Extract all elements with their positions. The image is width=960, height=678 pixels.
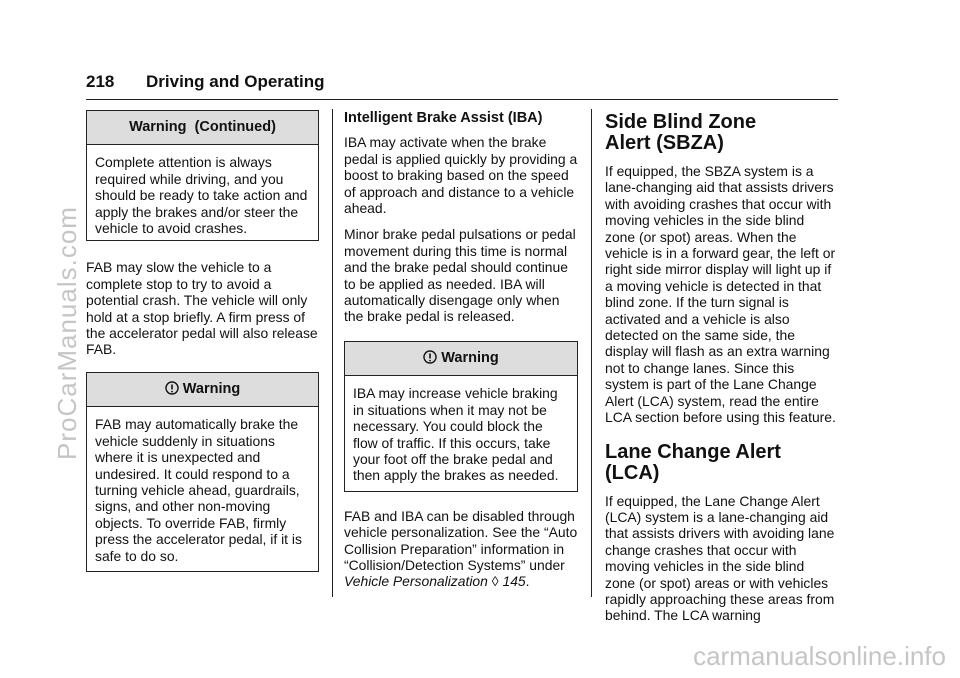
iba-heading: Intelligent Brake Assist (IBA) bbox=[344, 110, 543, 126]
lca-heading: Lane Change Alert (LCA) bbox=[605, 440, 781, 484]
vehicle-personalization-link[interactable]: Vehicle Personalization bbox=[344, 573, 488, 590]
lca-paragraph: If equipped, the Lane Change Alert (LCA) system is a lane-changing aid that assists drivers with avoiding lane change crashes that occur with moving vehicles in the side blind zone (or spot) areas or with vehicles rapidly approaching these areas from behind. The LCA warning bbox=[605, 492, 835, 624]
fab-warning-text: FAB may automatically brake the vehicle suddenly in situations where it is unexpected and undesired. It could respond to a turning vehicle ahead, guardrails, signs, and other non-moving objects. To override FAB, firmly press the accelerator pedal, if it is safe to do so. bbox=[95, 416, 302, 564]
column-1 bbox=[86, 110, 319, 572]
fab-warning-title: Warning bbox=[182, 380, 241, 397]
sbza-paragraph: If equipped, the SBZA system is a lane-changing aid that assists drivers with avoiding crashes that occur with moving vehicles in the side blind zone (or spot) areas. When the vehicle is in a forward gear, the left or right side mirror display will light up if a moving vehicle is detected in that blind zone. If the turn signal is activated and a vehicle is also detected on the same side, the display will flash as an extra warning not to change lanes. Since this system is part of the Lane Change Alert (LCA) system, read the entire LCA section before using this feature. bbox=[605, 163, 836, 426]
section-title: Driving and Operating bbox=[146, 72, 325, 91]
warning-continued-title: Warning (Continued) bbox=[87, 111, 318, 145]
fab-warning-header bbox=[87, 373, 318, 407]
warning-icon bbox=[423, 350, 437, 364]
column-3 bbox=[605, 110, 838, 634]
watermark-carmanualsonline: carmanualsonline.info bbox=[693, 641, 946, 671]
warning-continued-text: Complete attention is always required while driving, and you should be ready to take action and apply the brakes and/or steer the vehicle to avoid crashes. bbox=[95, 154, 308, 237]
page-number: 218 bbox=[86, 72, 115, 91]
iba-warning-title: Warning bbox=[441, 349, 499, 366]
iba-warning-text: IBA may increase vehicle braking in situations when it may not be necessary. You could block the flow of traffic. If this occurs, take your foot off the brake pedal and then apply the brakes as needed. bbox=[353, 385, 559, 484]
warning-continued-box bbox=[86, 110, 319, 241]
disable-paragraph bbox=[344, 508, 578, 590]
column-divider-1 bbox=[332, 109, 333, 597]
sbza-heading: Side Blind Zone Alert (SBZA) bbox=[605, 111, 757, 154]
iba-warning-header bbox=[345, 342, 577, 376]
page-ref-number[interactable]: 145 bbox=[502, 573, 526, 590]
iba-warning-box bbox=[344, 341, 578, 492]
page-header bbox=[86, 72, 838, 92]
page-ref-icon: ◊ bbox=[491, 573, 499, 590]
fab-paragraph: FAB may slow the vehicle to a complete stop to try to avoid a potential crash. The vehicle will only hold at a stop briefly. A firm press of the accelerator pedal will also release FAB. bbox=[86, 259, 318, 358]
fab-warning-box bbox=[86, 372, 319, 572]
disable-end: . bbox=[525, 573, 530, 590]
header-rule bbox=[86, 99, 838, 100]
column-2 bbox=[344, 110, 578, 600]
iba-paragraph-2: Minor brake pedal pulsations or pedal movement during this time is normal and the brake pedal should continue to be applied as needed. IBA will automatically disengage only when the brake pedal is released. bbox=[344, 226, 576, 325]
column-divider-2 bbox=[591, 109, 592, 597]
watermark-procarmanuals: ProCarManuals.com bbox=[52, 206, 82, 460]
warning-icon bbox=[165, 381, 179, 395]
disable-text: FAB and IBA can be disabled through vehicle personalization. See the “Auto Collision Preparation” information in “Collision/Detection Systems” under bbox=[344, 507, 578, 573]
iba-paragraph-1: IBA may activate when the brake pedal is applied quickly by providing a boost to braking based on the speed of approach and distance to a vehicle ahead. bbox=[344, 134, 578, 217]
